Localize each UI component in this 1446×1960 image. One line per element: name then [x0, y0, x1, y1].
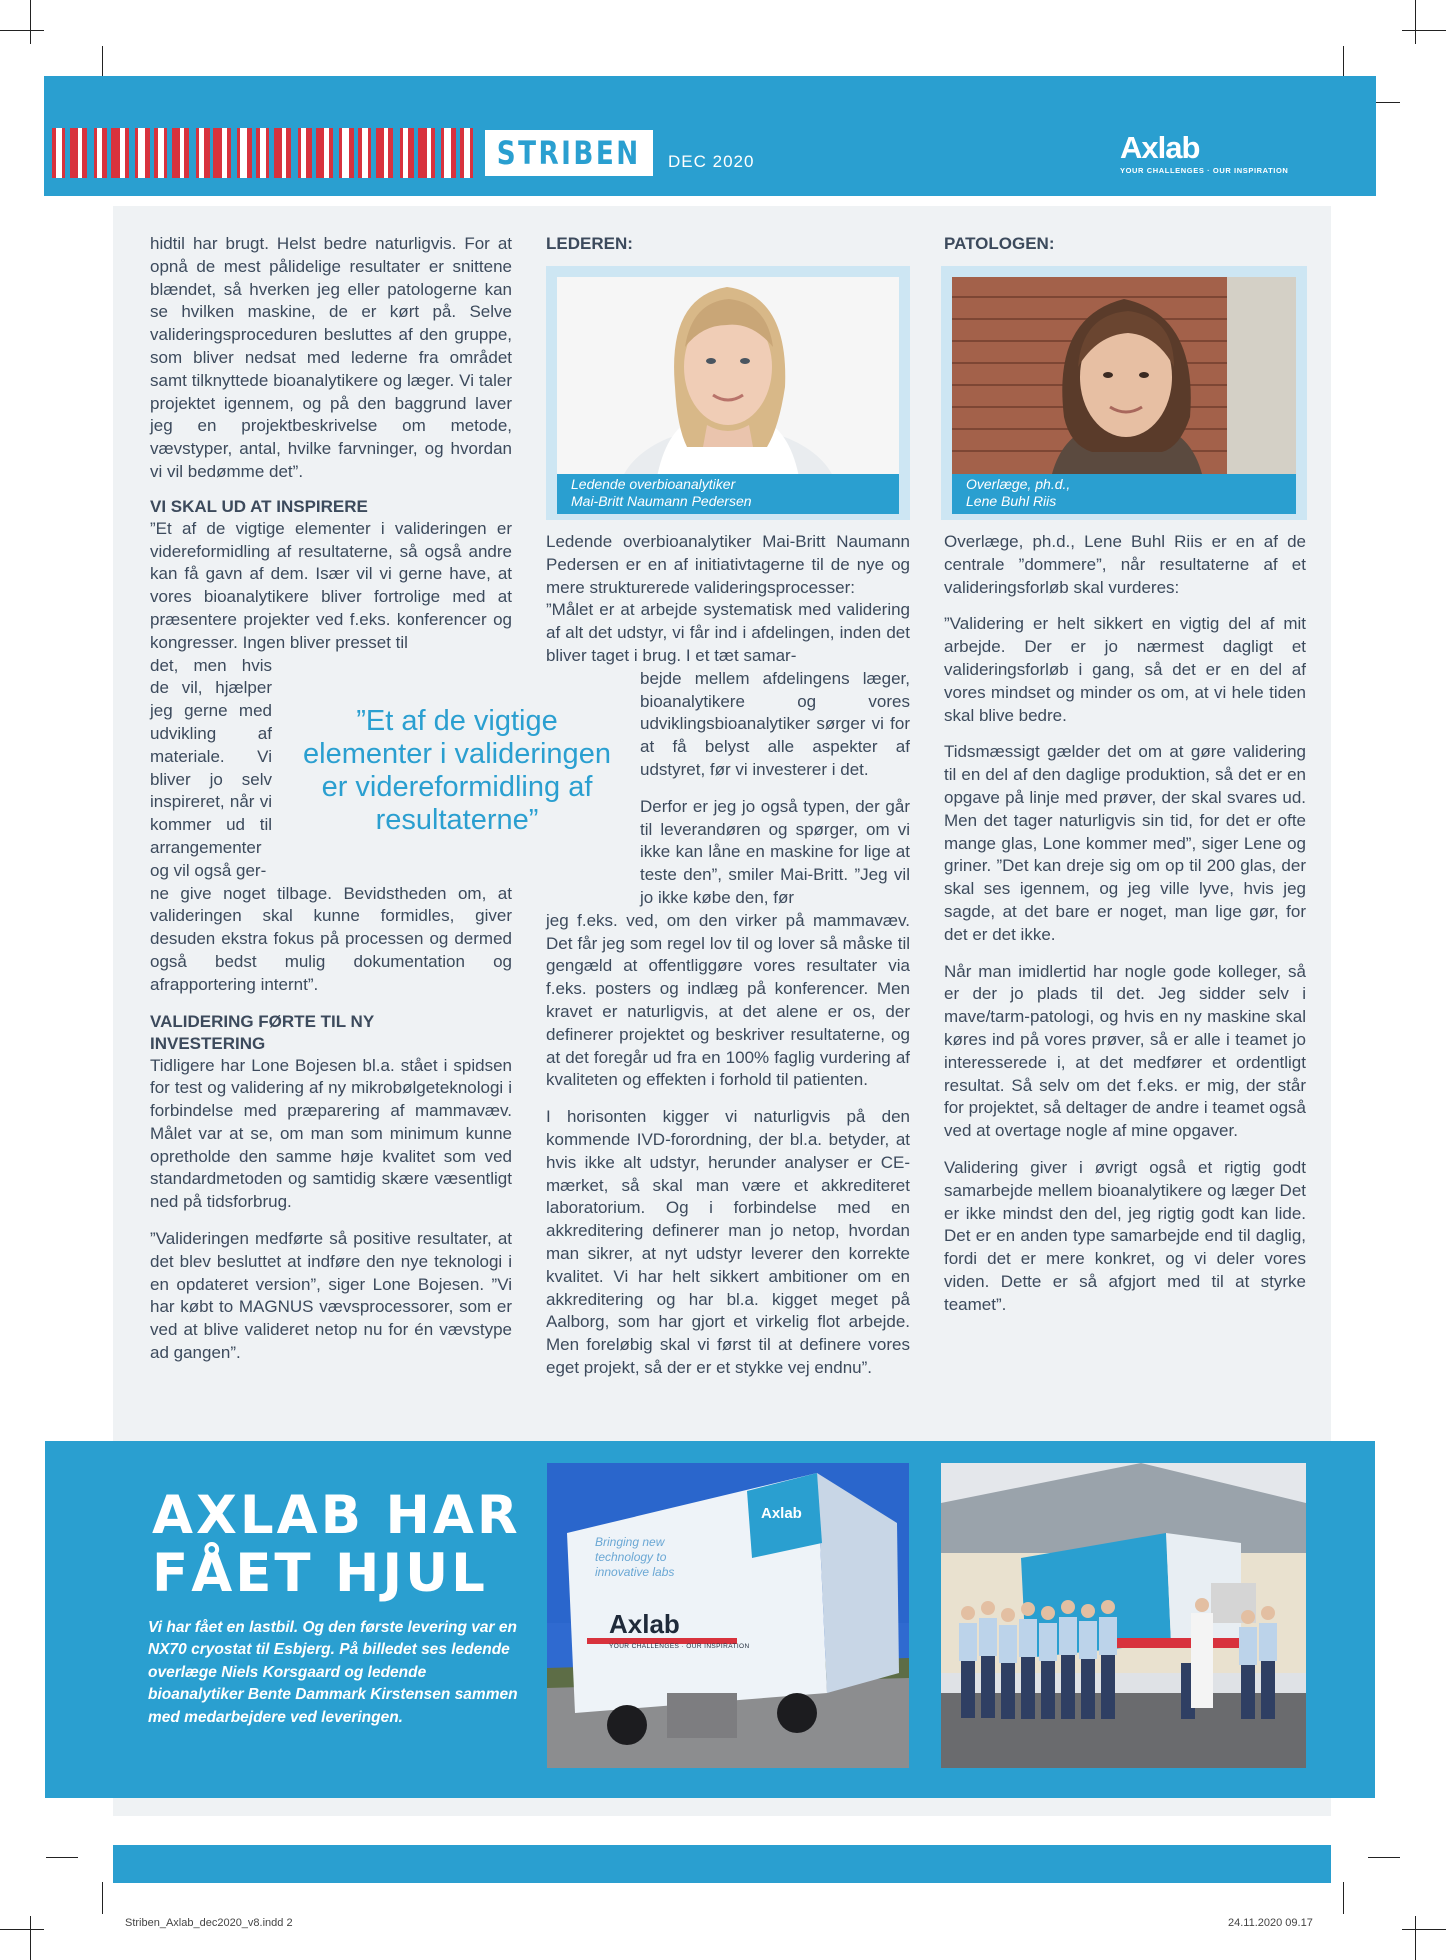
- truck-slogan: Bringing new technology to innovative labs: [595, 1535, 675, 1579]
- col1-heading-inspire: VI SKAL UD AT INSPIRERE: [150, 496, 368, 516]
- striped-barcode-decoration: [52, 128, 478, 178]
- col3-paragraph: Overlæge, ph.d., Lene Buhl Riis er en af de centrale ”dommere”, når resultaterne af et valideringsforløb skal vurderes:: [944, 532, 1306, 597]
- stripe: [189, 128, 196, 178]
- pathologist-caption-name: Lene Buhl Riis: [966, 493, 1057, 509]
- leader-photo-caption: [557, 474, 899, 514]
- truck-door-logo: Axlab: [761, 1505, 802, 1522]
- truck-tagline: YOUR CHALLENGES · OUR INSPIRATION: [609, 1643, 750, 1650]
- col2-paragraph-narrow: Derfor er jeg jo også typen, der går til leverandøren og spørger, om vi ikke kan låne en maskine for lige at teste den”, smiler Mai-Britt. ”Jeg vil jo ikke købe den, før: [640, 796, 910, 907]
- col2-heading: LEDEREN:: [546, 234, 633, 253]
- stripe: [274, 128, 282, 178]
- crop-mark: [1343, 46, 1344, 78]
- pathologist-caption-title: Overlæge, ph.d.,: [966, 476, 1071, 492]
- logo-tagline: YOUR CHALLENGES · OUR INSPIRATION: [1120, 166, 1289, 175]
- col1-paragraph: ”Valideringen medførte så positive resultater, at det blev besluttet at indføre den nye teknologi i en opdateret version”, siger Lone Bojesen. ”Vi har købt to MAGNUS vævsprocessorer, som er ved at blive valideret netop nu for én vævstype ad gangen”.: [150, 1229, 512, 1363]
- crop-mark: [30, 1916, 31, 1960]
- col1-paragraph: hidtil har brugt. Helst bedre naturligvis. For at opnå de mest pålidelige resultater er snittene blændet, så hverken jeg eller patologerne kan se hvilken maskine, de er kørt på. Selve valideringsproceduren besluttes af den gruppe, som bliver nedsat med lederne fra området samt tilknyttede bioanalytikere og læger. Vi taler projektet igennem, og på den baggrund laver jeg en projektbeskrivelse om metode, vævstyper, antal, hvilke farvninger, og hvordan vi vil bedømme det”.: [150, 234, 512, 481]
- truck-logo: Axlab: [609, 1609, 680, 1639]
- banner-title: [152, 1487, 521, 1603]
- col2-paragraph: jeg f.eks. ved, om den virker på mammavæv. Det får jeg som regel lov til og lover så måske til gengæld at offentliggøre vores resultater via f.eks. posters og indlæg på konferencer. Men kravet er naturligvis, at det alene er os, der definerer projektet og beskriver resultaterne, og at det foregår ud fra en 100% faglig vurdering af kvaliteten og effekten i forhold til patienten.: [546, 910, 910, 1090]
- crop-mark: [1368, 1857, 1400, 1858]
- banner-text: Vi har fået en lastbil. Og den første levering var en NX70 cryostat til Esbjerg. På billedet ses ledende overlæge Niels Korsgaard og ledende bioanalytiker Bente Dammark Kirstensen sammen med medarbejdere ved leveringen.: [148, 1619, 518, 1726]
- leader-caption-name: Mai-Britt Naumann Pedersen: [571, 493, 752, 509]
- crop-mark: [102, 46, 103, 78]
- stripe: [240, 128, 247, 178]
- stripe: [172, 128, 180, 178]
- leader-caption-title: Ledende overbioanalytiker: [571, 476, 736, 492]
- pull-quote: ”Et af de vigtige elementer i valideringen er videreformidling af resultaterne”: [303, 705, 611, 836]
- stripe: [291, 128, 298, 178]
- crop-mark: [0, 1929, 44, 1930]
- stripe: [213, 128, 222, 178]
- col1-paragraph: ne give noget tilbage. Bevidstheden om, at valideringen skal kunne formidles, giver desuden ekstra fokus på processen og dermed også bedst mulig dokumentation og afrapportering internt”.: [150, 883, 512, 994]
- crop-mark: [1415, 0, 1416, 44]
- stripe: [316, 128, 325, 178]
- stripe: [393, 128, 400, 178]
- banner-title-line: FÅET HJUL: [152, 1543, 488, 1604]
- stripe: [473, 128, 478, 178]
- pathologist-photo-caption: [952, 474, 1296, 514]
- footer-filename: Striben_Axlab_dec2020_v8.indd 2: [125, 1917, 293, 1929]
- col2-paragraph: Ledende overbioanalytiker Mai-Britt Naumann Pedersen er en af initiativtagerne til de nye og mere strukturerede valideringsprocesser:: [546, 532, 910, 597]
- col3-heading: PATOLOGEN:: [944, 234, 1055, 253]
- col2-paragraph: I horisonten kigger vi naturligvis på den kommende IVD-forordning, der bl.a. betyder, at hvis ikke alt udstyr, herunder analyser er CE-mærket, så skal man være et akkrediteret laboratorium. Og i forbindelse med en akkreditering definerer man jo netop, hvordan man sikrer, at nyt udstyr leverer den korrekte kvalitet. Vi har helt sikkert ambitioner om en akkreditering og har bl.a. kigget meget på Aalborg, som har gjort et virkelig flot arbejde. Men foreløbig skal vi først til at definere vores eget projekt, så der er et stykke vej endnu”.: [546, 1107, 910, 1377]
- stripe: [342, 128, 349, 178]
- crop-mark: [0, 30, 44, 31]
- col3-paragraph: ”Validering er helt sikkert en vigtig del af mit arbejde. Der er jo nærmest dagligt et valideringsforløb i gang, så det er en del af vores mindset og minder os om, at vi hele tiden skal blive bedre.: [944, 614, 1306, 725]
- footer-bar: [113, 1845, 1331, 1883]
- crop-mark: [30, 0, 31, 44]
- logo-name: Axlab: [1120, 130, 1200, 165]
- stripe: [111, 128, 120, 178]
- col3-paragraph: Når man imidlertid har nogle gode kolleger, så er der jo plads til det. Jeg sidder selv i mave/tarm-patologi, og hvis en ny maskine skal køres ind på vores prøver, så er alle i teamet jo interesserede i, at det medfører et ordentligt resultat. Så selv om det f.eks. er mig, der står for projektet, så deltager de andre i teamet også ved at overtage nogle af mine opgaver.: [944, 961, 1306, 1141]
- column-2: [546, 531, 910, 1394]
- footer-timestamp: 24.11.2020 09.17: [1228, 1917, 1313, 1929]
- issue-date: DEC 2020: [668, 152, 755, 171]
- truck-photo: [547, 1463, 909, 1768]
- stripe: [87, 128, 94, 178]
- pathologist-portrait-photo: [952, 277, 1296, 474]
- stripe: [138, 128, 145, 178]
- axlab-logo: [1120, 132, 1288, 175]
- newsletter-title: STRIBEN: [497, 134, 641, 172]
- crop-mark: [102, 1882, 103, 1914]
- leader-portrait-photo: [557, 277, 899, 474]
- stripe: [376, 128, 384, 178]
- col2-paragraph: ”Målet er at arbejde systematisk med validering af alt det udstyr, vi får ind i afdelingen, inden det bliver taget i brug. I et tæt samar-: [546, 600, 910, 665]
- col3-paragraph: Validering giver i øvrigt også et rigtig godt samarbejde mellem bioanalytikere og læger Det er ikke mindst den del, jeg rigtig godt kan lide. Det er en anden type samarbejde end til daglig, fordi det er mere konkret, og vi deler vores viden. Dette er så afgjort med til at styrke teamet”.: [944, 1157, 1306, 1314]
- crop-mark: [46, 1857, 78, 1858]
- crop-mark: [1402, 30, 1446, 31]
- banner-title-line: AXLAB HAR: [152, 1485, 521, 1546]
- column-3: [944, 531, 1306, 1331]
- col3-paragraph: Tidsmæssigt gælder det om at gøre validering til en del af den daglige produktion, så det er en opgave på linje med prøver, der skal svares ud. Men det tager naturligvis sin tid, for det er ofte mange glas, Lone kommer med”, siger Lene og griner. ”Det kan dreje sig om op til 200 glas, der skal ses igennem, og jeg ville lyve, hvis jeg sagde, at det bare er noget, man lige gør, for det er det ikke.: [944, 742, 1306, 944]
- crop-mark: [1343, 1882, 1344, 1914]
- delivery-team-photo: [941, 1463, 1306, 1768]
- col1-paragraph-narrow: det, men hvis de vil, hjælper jeg gerne med udvikling af materiale. Vi bliver jo selv inspireret, når vi kommer ud til arrangementer og vil også ger-: [150, 655, 272, 880]
- crop-mark: [1415, 1916, 1416, 1960]
- col1-heading-investment: VALIDERING FØRTE TIL NY INVESTERING: [150, 1011, 374, 1053]
- stripe: [418, 128, 427, 178]
- col1-paragraph: Tidligere har Lone Bojesen bl.a. stået i spidsen for test og validering af ny mikrobølgeteknologi i forbindelse med præparering af mammavæv. Målet var at se, om man som minimum kunne opretholde den samme høje kvalitet som ved standardmetoden og samtidig skære væsentligt ned på tidsforbrug.: [150, 1055, 512, 1212]
- col2-paragraph-narrow: bejde mellem afdelingens læger, bioanalytikere og vores udviklingsbioanalytiker sørger vi for at få belyst alle aspekter af udstyret, før vi investerer i det.: [640, 668, 910, 779]
- crop-mark: [1402, 1929, 1446, 1930]
- stripe: [444, 128, 451, 178]
- stripe: [70, 128, 78, 178]
- newsletter-title-box: [485, 130, 653, 176]
- col1-paragraph: ”Et af de vigtige elementer i valideringen er videreformidling af resultaterne, så også andre kan få gavn af dem. Især vil vi gerne have, at vores bioanalytikere bliver fortrolige med at præsentere projekter ved f.eks. konferencer og kongresser. Ingen bliver presset til: [150, 518, 512, 652]
